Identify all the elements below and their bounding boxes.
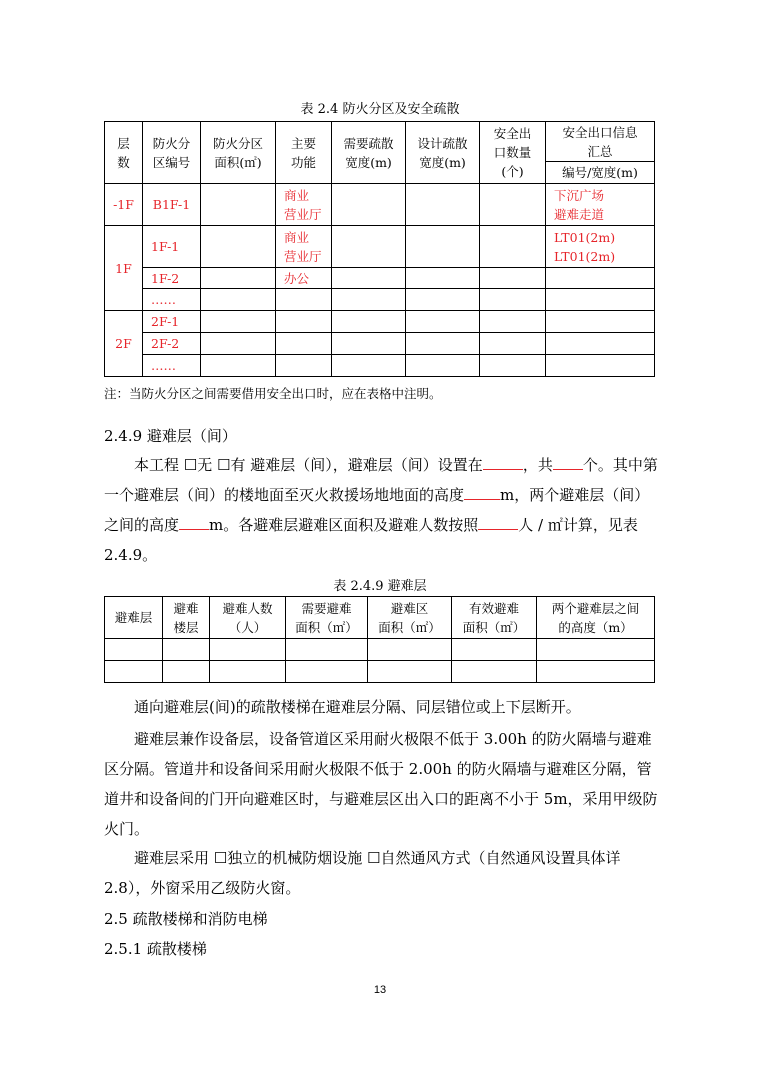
function-b1: 商业 营业厅 [276,184,332,226]
table-row [105,311,655,333]
blank-count[interactable] [553,453,583,470]
header-refuge-level: 避难 楼层 [163,597,210,639]
zone-b1f-1: B1F-1 [143,184,201,226]
header-refuge-people: 避难人数 （人） [210,597,286,639]
table-row [105,268,655,289]
checkbox-icon[interactable]: ☐ [183,456,198,474]
checkbox-icon[interactable]: ☐ [217,456,231,474]
header-zone-area: 防火分区 面积(㎡) [201,122,276,184]
zone-1f-1: 1F-1 [143,226,201,268]
header-req-width: 需要疏散 宽度(m) [332,122,406,184]
table-row [105,289,655,311]
table-row [105,639,655,661]
zone-1f-more: …… [143,289,201,311]
header-effective-area: 有效避难 面积（㎡） [452,597,537,639]
exit-1f-1: LT01(2m) LT01(2m) [546,226,655,268]
page-number: 13 [373,984,387,996]
header-function: 主要 功能 [276,122,332,184]
header-zone-id: 防火分 区编号 [143,122,201,184]
header-refuge-floor: 避难层 [105,597,163,639]
fire-zone-table [104,121,655,377]
function-1f-1: 商业 营业厅 [276,226,332,268]
zone-2f-2: 2F-2 [143,333,201,355]
zone-2f-more: …… [143,355,201,377]
header-floor: 层 数 [105,122,143,184]
blank-floor-location[interactable] [483,453,523,470]
floor-b1: -1F [105,184,143,226]
header-exit-sub: 编号/宽度(m) [546,162,655,184]
header-required-area: 需要避难 面积（㎡） [286,597,368,639]
zone-1f-2: 1F-2 [143,268,201,289]
refuge-paragraph-2: 通向避难层(间)的疏散楼梯在避难层分隔、同层错位或上下层断开。 [134,698,581,716]
checkbox-icon[interactable]: ☐ [213,849,228,867]
floor-2f: 2F [105,311,143,377]
blank-first-height[interactable] [464,483,500,500]
table-row [105,184,655,226]
blank-density[interactable] [478,513,518,530]
section-heading-2-5: 2.5 疏散楼梯和消防电梯 [104,910,268,928]
header-design-width: 设计疏散 宽度(m) [406,122,480,184]
floor-1f: 1F [105,226,143,311]
header-exit-count: 安全出 口数量 (个) [480,122,546,184]
refuge-paragraph-1: 本工程 ☐无 ☐有 避难层（间），避难层（间）设置在 ，共 个。其中第一个避难层（间）的楼地面至灭火救援场地地面的高度 m，两个避难层（间）之间的高度 m。各避难层避难区面积及避难人数按照 人 / ㎡计算，见表 2.4.9。 [104,450,658,570]
refuge-paragraph-4: 避难层采用 ☐独立的机械防烟设施 ☐自然通风方式（自然通风设置具体详 2.8），外窗采用乙级防火窗。 [104,849,621,897]
header-refuge-area: 避难区 面积（㎡） [368,597,452,639]
refuge-floor-table [104,596,655,683]
exit-b1: 下沉广场 避难走道 [546,184,655,226]
section-heading-2-4-9: 2.4.9 避难层（间） [104,427,237,445]
table-2-4-caption: 表 2.4 防火分区及安全疏散 [300,102,460,117]
header-exit-info: 安全出口信息 汇总 [546,122,655,162]
blank-between-height[interactable] [179,513,209,530]
table-row [105,661,655,683]
header-between-height: 两个避难层之间 的高度（m） [537,597,655,639]
table-row [105,355,655,377]
table-row [105,226,655,268]
table-2-4-9-caption: 表 2.4.9 避难层 [333,579,427,594]
function-1f-2: 办公 [276,268,332,289]
table-note: 注：当防火分区之间需要借用安全出口时，应在表格中注明。 [104,386,442,401]
section-heading-2-5-1: 2.5.1 疏散楼梯 [104,940,207,958]
checkbox-icon[interactable]: ☐ [367,849,381,867]
refuge-paragraph-3: 避难层兼作设备层，设备管道区采用耐火极限不低于 3.00h 的防火隔墙与避难区分隔。管道井和设备间采用耐火极限不低于 2.00h 的防火隔墙与避难区分隔，管道井和设备间的门开向避难区时，与避难层区出入口的距离不小于 5m，采用甲级防火门。 [104,730,658,838]
table-row [105,333,655,355]
zone-2f-1: 2F-1 [143,311,201,333]
